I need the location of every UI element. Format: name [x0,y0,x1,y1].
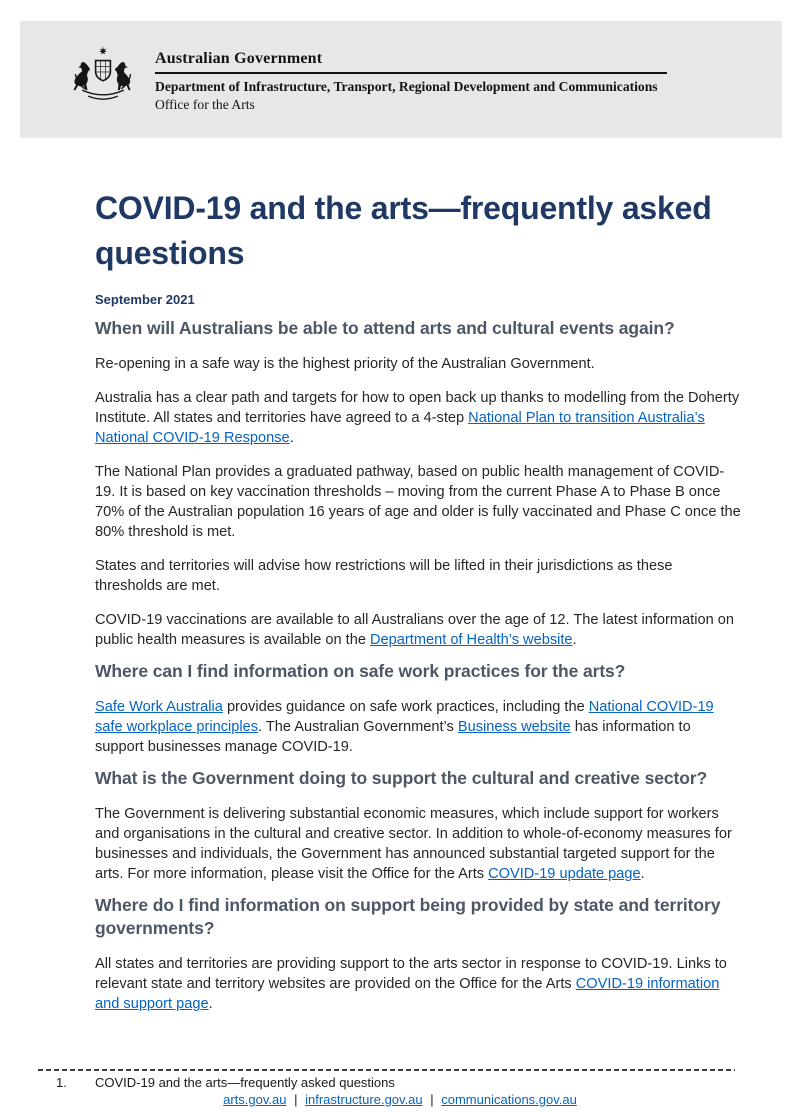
footer-divider [38,1069,735,1071]
letterhead-text [155,50,675,113]
inline-link[interactable]: COVID-19 information and support page [95,976,720,1012]
inline-link[interactable]: Safe Work Australia [95,699,223,715]
paragraph: Australia has a clear path and targets for how to open back up thanks to modelling from the Doherty Institute. All states and territories have agreed to a 4-step National Plan to transition Australia’s National COVID-19 Response. [95,390,740,446]
inline-link[interactable]: COVID-19 update page [488,866,641,882]
document-date: September 2021 [95,292,195,307]
section-heading: What is the Government doing to support the cultural and creative sector? [95,768,708,788]
section-heading: Where can I find information on safe work practices for the arts? [95,661,626,681]
paragraph: The Government is delivering substantial economic measures, which include support for workers and organisations in the cultural and creative sector. In addition to whole-of-economy measures for businesses and individuals, the Government has announced substantial targeted support for the arts. For more information, please visit the Office for the Arts COVID-19 update page. [95,806,732,882]
inline-link[interactable]: Department of Health’s website [370,632,573,648]
government-letterhead [20,21,782,138]
paragraph: Safe Work Australia provides guidance on safe work practices, including the National COVID-19 safe workplace principles. The Australian Government’s Business website has information to support businesses manage COVID-19. [95,699,714,755]
office-name: Office for the Arts [155,97,255,112]
footer-link[interactable]: communications.gov.au [441,1092,577,1107]
section-heading: When will Australians be able to attend arts and cultural events again? [95,318,675,338]
footer-link-separator: | [290,1092,302,1107]
section-heading: Where do I find information on support being provided by state and territory governments? [95,895,721,938]
page-title: COVID-19 and the arts—frequently asked questions [95,190,712,271]
paragraph: States and territories will advise how restrictions will be lifted in their jurisdictions as these thresholds are met. [95,558,673,594]
paragraph: All states and territories are providing support to the arts sector in response to COVID-19. Links to relevant state and territory websites are provided on the Office for the Arts COVID-19 information and support page. [95,956,727,1012]
department-name: Department of Infrastructure, Transport, Regional Development and Communications [155,79,658,94]
australian-coat-of-arms-icon [66,41,140,111]
paragraph: COVID-19 vaccinations are available to all Australians over the age of 12. The latest information on public health measures is available on the Department of Health’s website. [95,612,734,648]
footer-links [0,1092,800,1107]
inline-link[interactable]: National COVID-19 safe workplace principles [95,699,714,735]
agency-name: Australian Government [155,50,323,67]
paragraph: Re-opening in a safe way is the highest priority of the Australian Government. [95,356,595,372]
footer-link-separator: | [426,1092,438,1107]
letterhead-divider [155,72,667,74]
paragraph: The National Plan provides a graduated pathway, based on public health management of COVID-19. It is based on key vaccination thresholds – moving from the current Phase A to Phase B once 70% of the Australian population 16 years of age and older is fully vaccinated and Phase C once the 80% threshold is met. [95,464,741,540]
footer-page-number: 1. [56,1075,67,1090]
document-body [95,186,741,1014]
footer-link[interactable]: infrastructure.gov.au [305,1092,423,1107]
inline-link[interactable]: National Plan to transition Australia’s National COVID-19 Response [95,410,705,446]
inline-link[interactable]: Business website [457,719,571,735]
footer-link[interactable]: arts.gov.au [223,1092,287,1107]
faq-sections [95,317,741,1014]
footer-doc-title: COVID-19 and the arts—frequently asked questions [95,1075,395,1090]
